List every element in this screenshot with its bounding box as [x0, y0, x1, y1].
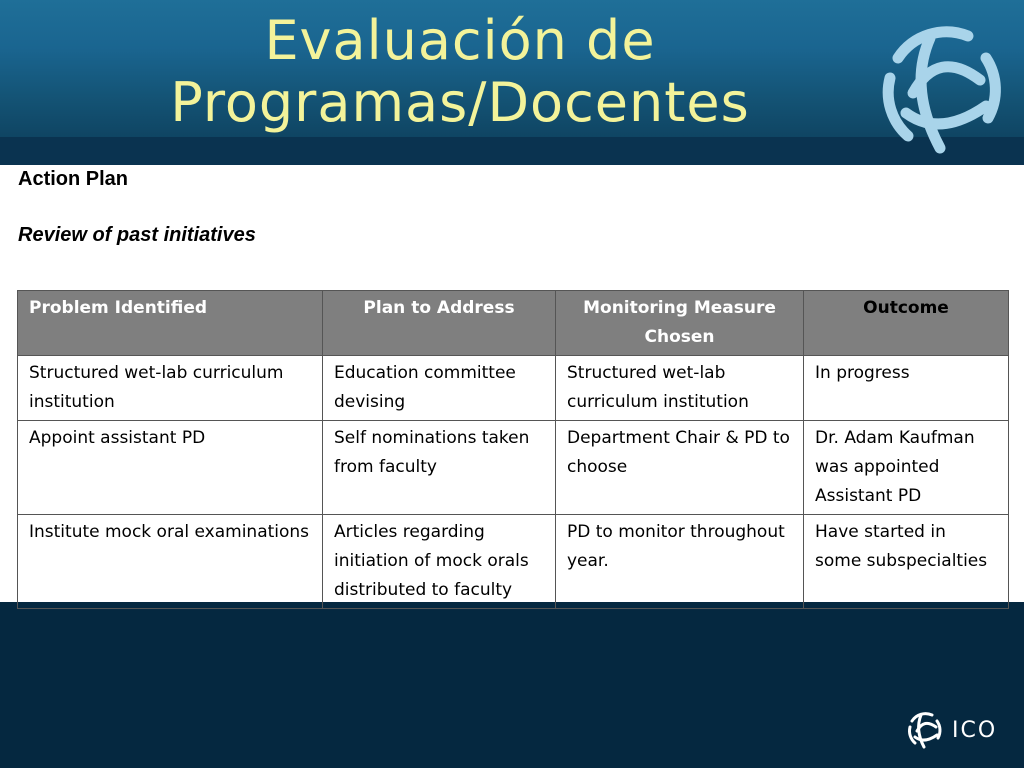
- header-monitoring: Monitoring Measure Chosen: [556, 291, 804, 356]
- cell-plan: Self nominations taken from faculty: [323, 421, 556, 515]
- table-row: [18, 515, 1009, 609]
- header-plan: Plan to Address: [323, 291, 556, 356]
- ico-logo: [904, 710, 997, 750]
- cell-monitoring: PD to monitor throughout year.: [556, 515, 804, 609]
- table-row: [18, 356, 1009, 421]
- title-line-2: Programas/Docentes: [170, 71, 750, 134]
- content-area: [0, 165, 1024, 602]
- cell-monitoring: Structured wet-lab curriculum institution: [556, 356, 804, 421]
- table-row: [18, 421, 1009, 515]
- table-header-row: [18, 291, 1009, 356]
- cell-outcome: In progress: [804, 356, 1009, 421]
- cell-plan: Education committee devising: [323, 356, 556, 421]
- title-line-1: Evaluación de: [264, 9, 656, 72]
- cell-monitoring: Department Chair & PD to choose: [556, 421, 804, 515]
- brand-text: ICO: [952, 717, 998, 743]
- globe-icon: [868, 18, 1010, 160]
- header-problem: Problem Identified: [18, 291, 323, 356]
- cell-outcome: Dr. Adam Kaufman was appointed Assistant PD: [804, 421, 1009, 515]
- action-plan-label: Action Plan: [18, 168, 129, 190]
- header-outcome: Outcome: [804, 291, 1009, 356]
- action-plan-table: [17, 290, 1009, 609]
- cell-problem: Appoint assistant PD: [18, 421, 323, 515]
- cell-problem: Institute mock oral examinations: [18, 515, 323, 609]
- cell-outcome: Have started in some subspecialties: [804, 515, 1009, 609]
- review-heading: Review of past initiatives: [18, 224, 256, 246]
- slide-title: [140, 10, 780, 134]
- cell-plan: Articles regarding initiation of mock orals distributed to faculty: [323, 515, 556, 609]
- cell-problem: Structured wet-lab curriculum institution: [18, 356, 323, 421]
- ico-globe-icon: [904, 710, 944, 750]
